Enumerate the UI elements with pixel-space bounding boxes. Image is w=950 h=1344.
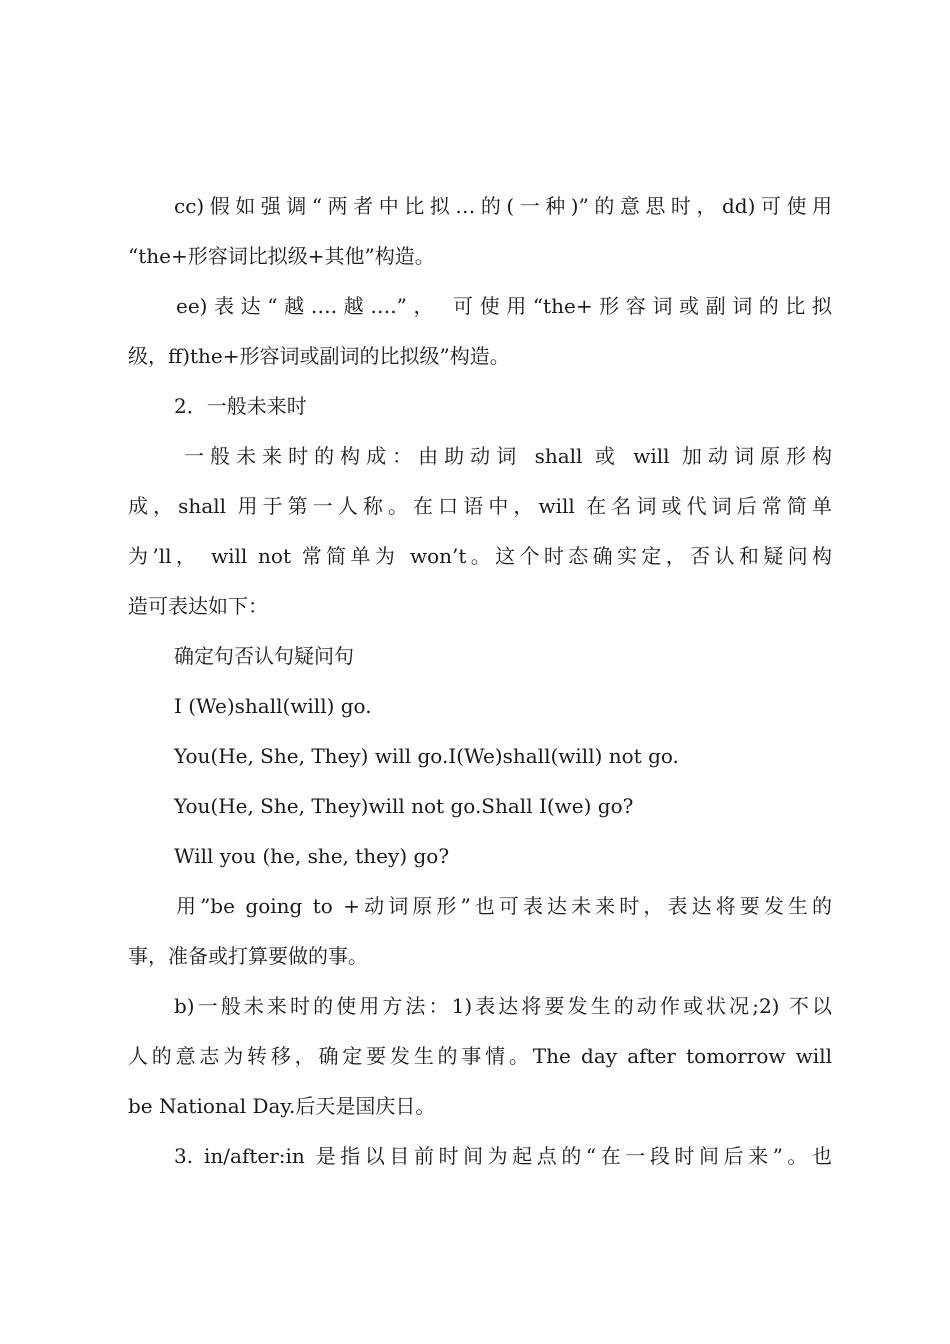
- example-line-2: You(He, She, They) will go.I(We)shall(will) not go.: [174, 744, 679, 768]
- paragraph-be-going-to-line-1: 用”be going to +动词原形”也可表达未来时，表达将要发生的: [176, 894, 832, 918]
- paragraph-be-going-to-line-2: 事，准备或打算要做的事。: [128, 944, 368, 968]
- paragraph-comparative-line-1: cc)假如强调“两者中比拟…的(一种)”的意思时，dd)可使用: [174, 194, 832, 218]
- example-line-4: Will you (he, she, they) go?: [174, 844, 450, 868]
- paragraph-future-usage-line-3: be National Day.后天是国庆日。: [128, 1094, 436, 1118]
- paragraph-future-usage-line-1: b)一般未来时的使用方法：1)表达将要发生的动作或状况;2) 不以: [174, 994, 832, 1018]
- section-heading-future-tense: 2．一般未来时: [174, 394, 307, 418]
- paragraph-future-formation-line-4: 造可表达如下：: [128, 594, 268, 618]
- paragraph-in-after-line-1: 3. in/after:in 是指以目前时间为起点的“在一段时间后来”。也: [174, 1144, 832, 1168]
- paragraph-future-formation-line-1: 一般未来时的构成：由助动词 shall 或 will 加动词原形构: [184, 444, 832, 468]
- paragraph-future-formation-line-2: 成，shall 用于第一人称。在口语中，will 在名词或代词后常简单: [128, 494, 832, 518]
- paragraph-the-the-line-2: 级，ff)the+形容词或副词的比拟级”构造。: [128, 344, 510, 368]
- paragraph-future-formation-line-3: 为’ll， will not 常简单为 won’t。这个时态确实定，否认和疑问构: [128, 544, 832, 568]
- document-body: [128, 181, 832, 1181]
- paragraph-the-the-line-1: ee)表达“越….越….”， 可使用“the+形容词或副词的比拟: [176, 294, 832, 318]
- example-line-3: You(He, She, They)will not go.Shall I(we) go?: [174, 794, 634, 818]
- sentence-types-heading: 确定句否认句疑问句: [174, 644, 354, 668]
- paragraph-comparative-line-2: “the+形容词比拟级+其他”构造。: [128, 244, 435, 268]
- example-line-1: I (We)shall(will) go.: [174, 694, 372, 718]
- paragraph-future-usage-line-2: 人的意志为转移，确定要发生的事情。The day after tomorrow will: [128, 1044, 832, 1068]
